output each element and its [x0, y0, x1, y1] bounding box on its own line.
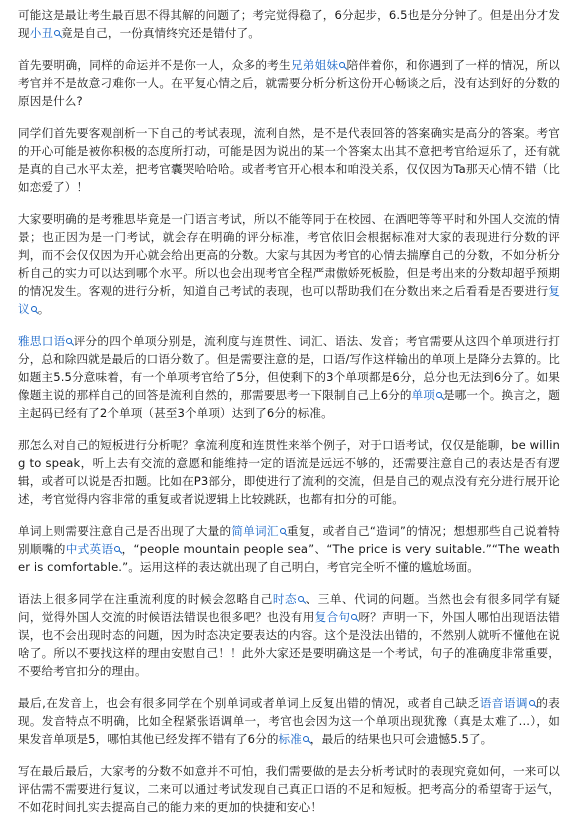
search-icon — [351, 614, 357, 620]
paragraph-text: 语法上很多同学在注重流利度的时候会忽略自己 — [18, 592, 273, 606]
keyword-link-label: 时态 — [272, 592, 298, 606]
search-icon — [303, 736, 309, 742]
paragraph-text: 最后,在发音上，也会有很多同学在个别单词或者单词上反复出错的情况，或者自己缺乏 — [18, 696, 480, 710]
paragraph-text: 。 — [37, 302, 50, 316]
keyword-link[interactable] — [279, 732, 310, 746]
search-icon — [298, 596, 304, 602]
search-icon — [280, 528, 286, 534]
keyword-link[interactable] — [66, 542, 122, 556]
keyword-link-label: 兄弟姐妹 — [290, 58, 339, 72]
paragraph-text: 、三单、代词的问题。当然也会有很多同学有疑问，觉得外国人交流的时候语法错误也很多吧？也没有用 — [18, 592, 560, 624]
paragraph-text: 评分的四个单项分别是，流利度与连贯性、词汇、语法、发音；考官需要从这四个单项进行打分，总和除四就是最后的口语分数了。但是需要注意的是，口语/写作这样输出的单项上是降分去算的。比如题主5.5分意味着，有一个单项考官给了5分，但使剩下的3个单项都是6分，总分也无法到6分了。如果像题主说的那样自己的回答是流利自然的，那需要思考一下限制自己上6分的 — [18, 334, 560, 402]
paragraph-text: 竟是自己，一份真情终究还是错付了。 — [61, 26, 260, 40]
keyword-link[interactable] — [315, 610, 359, 624]
keyword-link[interactable] — [291, 58, 346, 72]
keyword-link-label: 单项 — [411, 388, 435, 402]
paragraph-text: 写在最后最后，大家考的分数不如意并不可怕，我们需要做的是去分析考试时的表现究竟如何，一来可以评估需不需要进行复议，二来可以通过考试发现自己真正口语的不足和短板。把考高分的希望寄于运气，不如花时间扎实去提高自己的能力来的更加的快捷和安心！ — [18, 764, 560, 814]
search-icon — [66, 338, 72, 344]
paragraph-text: ，“people mountain people sea”、“The price is very suitable.”“The weather is comfortable.”。运用这样的表达就出现了自己明白，考官完全听不懂的尴尬场面。 — [18, 542, 560, 574]
keyword-link-label: 中式英语 — [65, 542, 114, 556]
keyword-link-label: 雅思口语 — [18, 334, 66, 348]
keyword-link-label: 复合句 — [314, 610, 351, 624]
search-icon — [436, 392, 442, 398]
article-paragraph — [18, 694, 560, 748]
keyword-link[interactable] — [412, 388, 443, 402]
article-paragraph — [18, 210, 560, 318]
keyword-link[interactable] — [30, 26, 61, 40]
keyword-link-label: 复议 — [18, 284, 560, 316]
paragraph-text: 的表现。发音特点不明确，比如全程紧张语调单一，考官也会因为这一个单项出现犹豫（真是太难了...），如果发音单项是5，哪怕其他已经发挥不错有了6分的 — [18, 696, 560, 746]
paragraph-text: 大家要明确的是考雅思毕竟是一门语言考试，所以不能等同于在校园、在酒吧等等平时和外国人交流的情景；也正因为是一门考试，就会存在明确的评分标准，考官依旧会根据标准对大家的表现进行分数的评判，而不会仅仅因为开心就会给出更高的分数。大家与其因为考官的心情去揣摩自己的分数，不如分析分析自己的实力可以达到哪个水平。所以也会出现考官全程严肃傲娇死板脸，但是考出来的分数却超乎预期的情况发生。客观的进行分析，知道自己考试的表现，也可以帮助我们在分数出来之后看看是否要进行 — [18, 212, 560, 298]
paragraph-text: 那怎么对自己的短板进行分析呢？拿流利度和连贯性来举个例子，对于口语考试，仅仅是能聊，be willing to speak，听上去有交流的意愿和能维持一定的语流是远远不够的，还需要注意自己的表达是否有逻辑，或者可以说是否扣题。比如在P3部分，即使进行了流利的交流，但是自己的观点没有充分进行展开论述，考官觉得内容非常的重复或者说逻辑上比较跳跃，也都有扣分的可能。 — [18, 438, 560, 506]
article-paragraph — [18, 762, 560, 816]
paragraph-text: 是哪一个。换言之，题主起码已经有了2个单项（甚至3个单项）达到了6分的标准。 — [18, 388, 560, 420]
article-paragraph — [18, 6, 560, 42]
keyword-link[interactable] — [480, 696, 536, 710]
paragraph-text: 呀？声明一下，外国人哪怕出现语法错误，也不会出现时态的问题，因为时态决定要表达的内容。这个是没法出错的，不然别人就听不懂他在说啥了。所以不要找这样的理由安慰自己！！此外大家还是要明确这是一个考试，句子的准确度非常重要，不要给考官扣分的理由。 — [18, 610, 560, 678]
keyword-link[interactable] — [231, 524, 286, 538]
paragraph-text: 可能这是最让考生最百思不得其解的问题了；考完觉得稳了，6分起步，6.5也是分分钟了。但是出分才发现 — [18, 8, 560, 40]
paragraph-text: ，最后的结果也只可会遗憾5.5了。 — [309, 732, 493, 746]
article-paragraph — [18, 332, 560, 422]
search-icon — [339, 62, 345, 68]
search-icon — [31, 306, 37, 312]
paragraph-text: 同学们首先要客观剖析一下自己的考试表现，流利自然，是不是代表回答的答案确实是高分的答案。考官的开心可能是被你积极的态度所打动，可能是因为说出的某一个答案太出其不意把考官给逗乐了，还有就是真的自己水平太差，把考官囊哭哈哈哈。或者考官开心根本和咱没关系，仅仅因为Ta那天心情不错（比如恋爱了）！ — [18, 126, 560, 194]
paragraph-text: 陪伴着你，和你遇到了一样的情况，所以考官并不是故意刁难你一人。在平复心情之后，就需要分析分析这份开心畅谈之后，没有达到好的分数的原因是什么? — [18, 58, 560, 108]
keyword-link[interactable] — [273, 592, 305, 606]
search-icon — [114, 546, 120, 552]
keyword-link-label: 小丑 — [29, 26, 54, 40]
article-paragraph — [18, 436, 560, 508]
search-icon — [529, 700, 535, 706]
article-paragraph — [18, 590, 560, 680]
keyword-link[interactable] — [18, 334, 73, 348]
article-paragraph — [18, 124, 560, 196]
keyword-link-label: 语音语调 — [479, 696, 528, 710]
paragraph-text: 重复，或者自己“造词”的情况；想想那些自己说着特别顺嘴的 — [18, 524, 560, 556]
search-icon — [54, 30, 60, 36]
keyword-link-label: 简单词汇 — [231, 524, 279, 538]
paragraph-text: 首先要明确，同样的命运并不是你一人，众多的考生 — [18, 58, 291, 72]
article-paragraph — [18, 522, 560, 576]
article-paragraph — [18, 56, 560, 110]
keyword-link-label: 标准 — [278, 732, 302, 746]
paragraph-text: 单词上则需要注意自己是否出现了大量的 — [18, 524, 232, 538]
